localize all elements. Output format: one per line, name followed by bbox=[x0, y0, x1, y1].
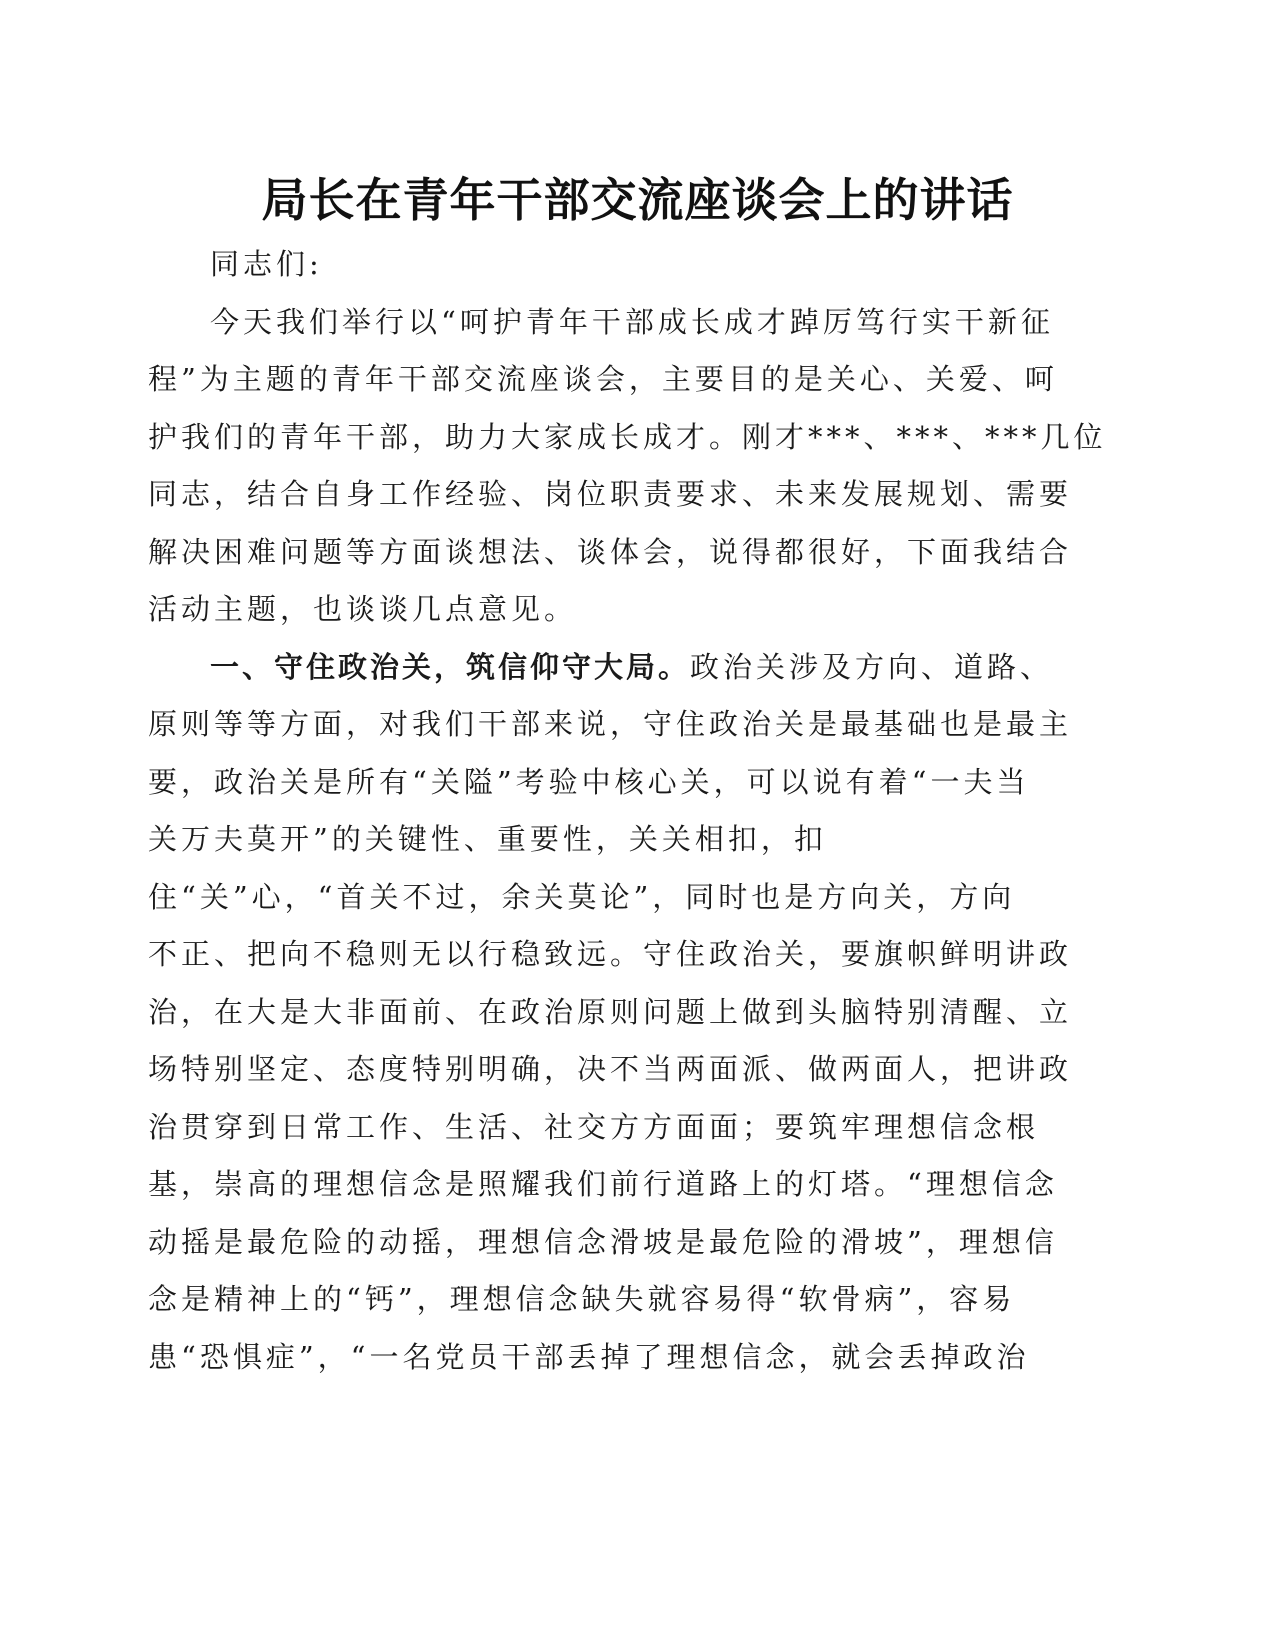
paragraph-line: 同志，结合自身工作经验、岗位职责要求、未来发展规划、需要 bbox=[148, 477, 1073, 511]
paragraph-line: 原则等等方面，对我们干部来说，守住政治关是最基础也是最主 bbox=[148, 707, 1073, 741]
paragraph-line: 今天我们举行以“呵护青年干部成长成才踔厉笃行实干新征 bbox=[210, 304, 1054, 339]
paragraph-line: 患“恐惧症”，“一名党员干部丢掉了理想信念，就会丢掉政治 bbox=[148, 1339, 1030, 1374]
paragraph-line: 不正、把向不稳则无以行稳致远。守住政治关，要旗帜鲜明讲政 bbox=[148, 937, 1073, 971]
paragraph-line: 解决困难问题等方面谈想法、谈体会，说得都很好，下面我结合 bbox=[148, 534, 1073, 569]
paragraph-line: 护我们的青年干部，助力大家成长成才。刚才***、***、***几位 bbox=[148, 419, 1107, 454]
paragraph-line: 治贯穿到日常工作、生活、社交方方面面；要筑牢理想信念根 bbox=[148, 1109, 1040, 1144]
paragraph-line: 念是精神上的“钙”，理想信念缺失就容易得“软骨病”，容易 bbox=[148, 1282, 1016, 1316]
paragraph-line: 要，政治关是所有“关隘”考验中核心关，可以说有着“一夫当 bbox=[148, 764, 1030, 799]
paragraph-line: 动摇是最危险的动摇，理想信念滑坡是最危险的滑坡”，理想信 bbox=[148, 1224, 1058, 1259]
paragraph-line: 住“关”心，“首关不过，余关莫论”，同时也是方向关，方向 bbox=[148, 879, 1016, 914]
paragraph-line: 治，在大是大非面前、在政治原则问题上做到头脑特别清醒、立 bbox=[148, 994, 1073, 1029]
salutation: 同志们: bbox=[210, 247, 323, 281]
paragraph-line: 场特别坚定、态度特别明确，决不当两面派、做两面人，把讲政 bbox=[148, 1052, 1073, 1086]
document-title: 局长在青年干部交流座谈会上的讲话 bbox=[261, 173, 1014, 227]
paragraph-line: 活动主题，也谈谈几点意见。 bbox=[148, 592, 578, 626]
section-heading-line bbox=[148, 639, 1138, 697]
paragraph-line: 程”为主题的青年干部交流座谈会，主要目的是关心、关爱、呵 bbox=[148, 362, 1058, 396]
section-first-line-text: 政治关涉及方向、道路、 bbox=[690, 649, 1054, 684]
paragraph-line: 基，崇高的理想信念是照耀我们前行道路上的灯塔。“理想信念 bbox=[148, 1167, 1058, 1201]
section-heading: 一、守住政治关，筑信仰守大局。 bbox=[210, 649, 691, 684]
paragraph-line: 关万夫莫开”的关键性、重要性，关关相扣，扣 bbox=[148, 822, 827, 856]
document-body bbox=[148, 236, 1138, 1386]
